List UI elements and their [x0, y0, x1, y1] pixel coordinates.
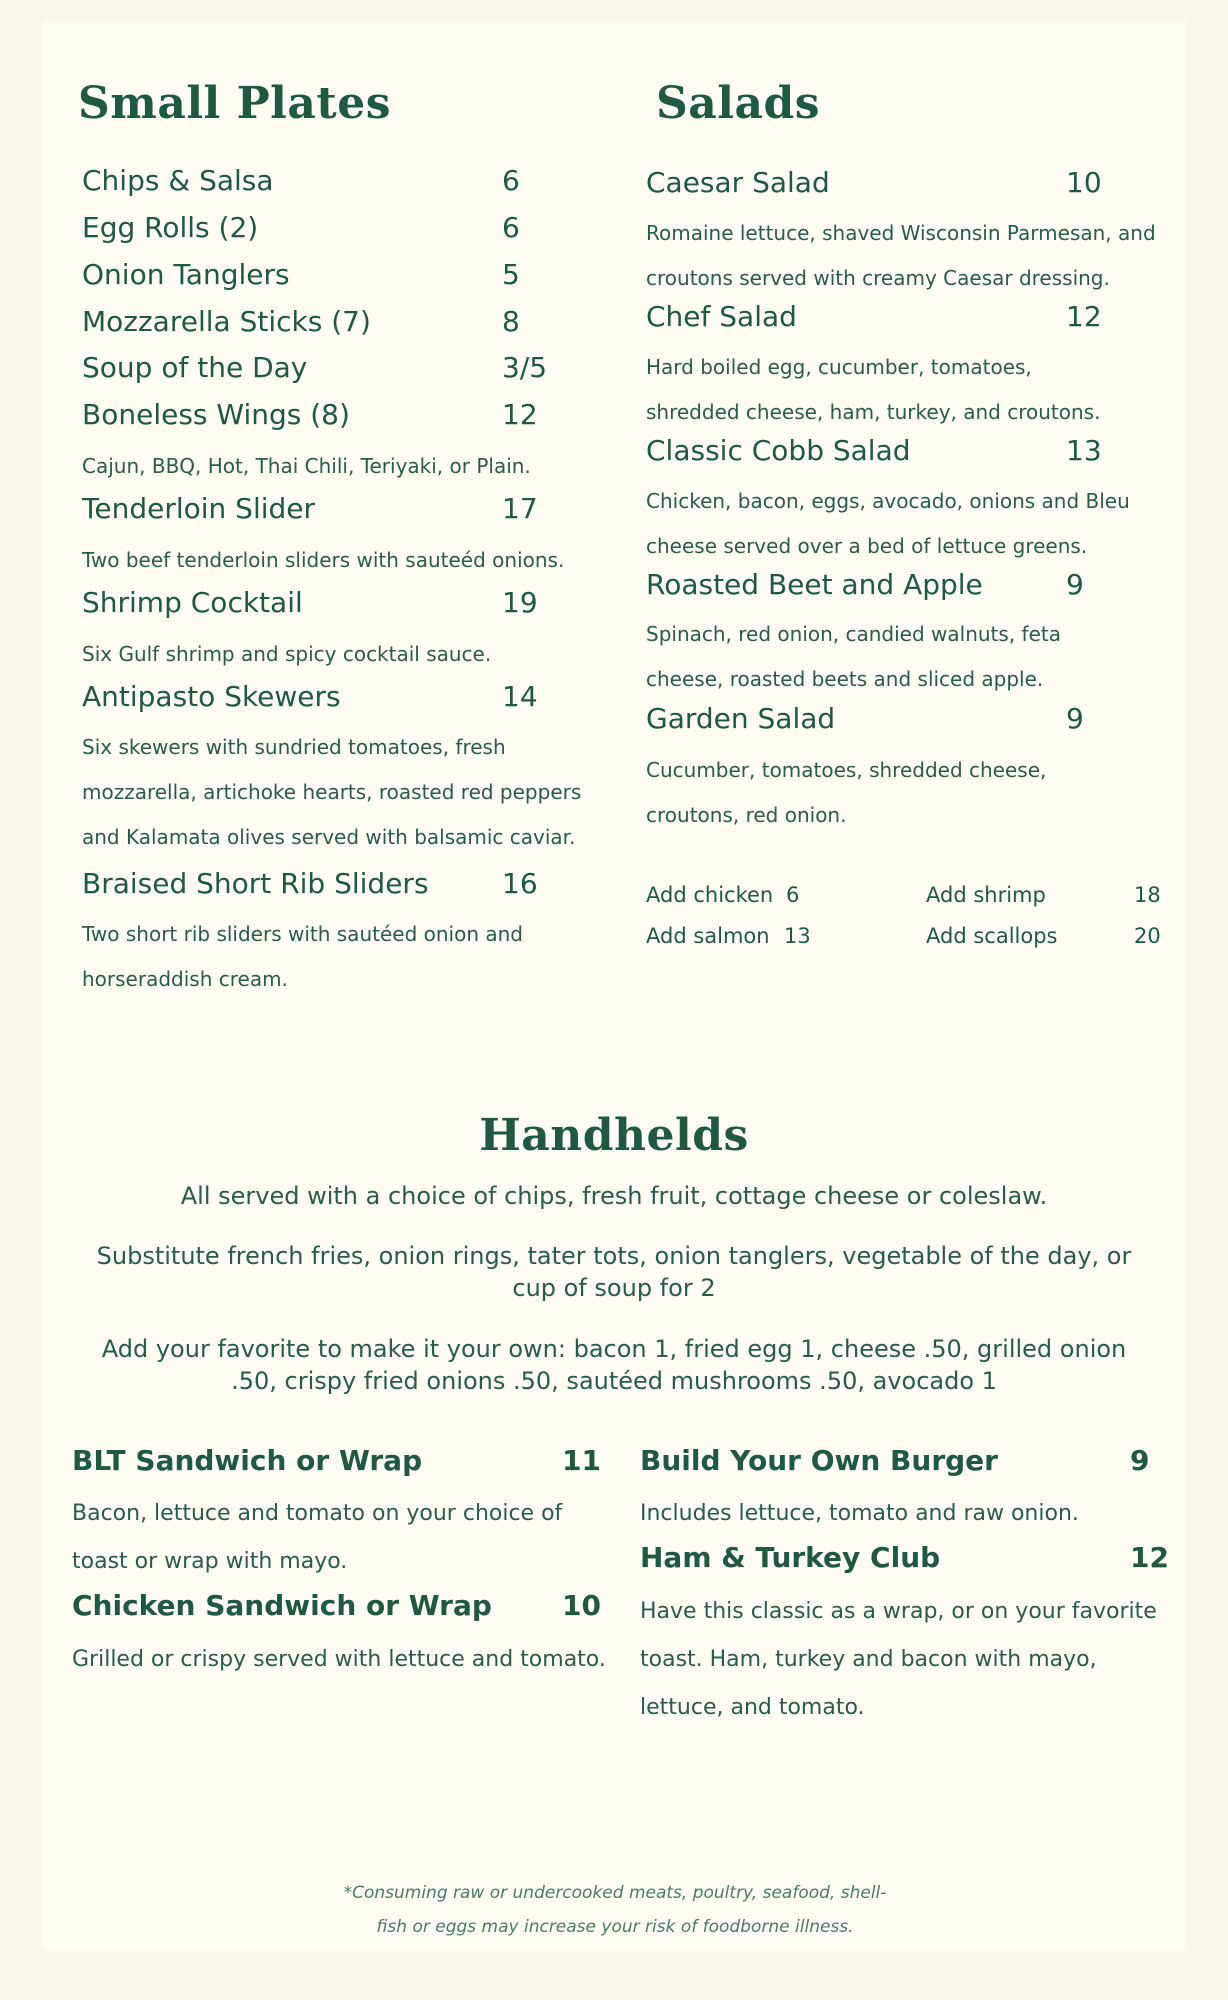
item-price: 12 — [502, 398, 538, 431]
item-price: 11 — [562, 1444, 601, 1477]
item-price: 8 — [502, 305, 520, 338]
menu-item — [640, 1444, 1160, 1484]
description-line: lettuce, and tomato. — [640, 1695, 865, 1720]
item-price: 13 — [1066, 434, 1102, 467]
item-name: Garden Salad — [646, 702, 836, 735]
item-description — [646, 748, 1186, 838]
menu-item — [82, 211, 562, 251]
description-line: Hard boiled egg, cucumber, tomatoes, — [646, 355, 1032, 379]
item-description — [82, 632, 602, 677]
menu-item — [82, 680, 562, 720]
description-line: Cucumber, tomatoes, shredded cheese, — [646, 758, 1047, 782]
item-name: Boneless Wings (8) — [82, 398, 350, 431]
addon-label: Add scallops — [926, 924, 1058, 948]
menu-item — [72, 1444, 601, 1484]
menu-item — [82, 164, 562, 204]
addon-label: Add shrimp — [926, 883, 1046, 907]
item-price: 14 — [502, 680, 538, 713]
description-line: Romaine lettuce, shaved Wisconsin Parmesan, and — [646, 221, 1156, 245]
description-line: Two short rib sliders with sautéed onion and — [82, 922, 523, 946]
description-line: Two beef tenderloin sliders with sauteéd onions. — [82, 548, 565, 572]
addon-label: Add chicken — [646, 883, 774, 907]
description-line: shredded cheese, ham, turkey, and croutons. — [646, 400, 1101, 424]
handhelds-title: Handhelds — [479, 1110, 749, 1161]
item-name: Egg Rolls (2) — [82, 211, 259, 244]
item-name: Roasted Beet and Apple — [646, 568, 983, 601]
addon-label: Add salmon — [646, 924, 770, 948]
menu-item — [72, 1589, 601, 1629]
description-line: toast. Ham, turkey and bacon with mayo, — [640, 1647, 1097, 1672]
menu-item — [82, 586, 562, 626]
description-line: mozzarella, artichoke hearts, roasted red peppers — [82, 780, 582, 804]
menu-item — [646, 568, 1126, 608]
description-line: Cajun, BBQ, Hot, Thai Chili, Teriyaki, or Plain. — [82, 454, 531, 478]
item-price: 6 — [502, 164, 520, 197]
item-price: 9 — [1066, 702, 1084, 735]
item-price: 6 — [502, 211, 520, 244]
item-description — [640, 1490, 1200, 1538]
item-name: Caesar Salad — [646, 166, 830, 199]
menu-item — [640, 1541, 1169, 1581]
description-line: Have this classic as a wrap, or on your favorite — [640, 1599, 1157, 1624]
item-description — [640, 1588, 1200, 1732]
addon-price: 6 — [786, 883, 800, 907]
item-name: Chicken Sandwich or Wrap — [72, 1589, 492, 1622]
item-price: 19 — [502, 586, 538, 619]
item-price: 16 — [502, 867, 538, 900]
menu-item — [646, 702, 1126, 742]
description-line: Includes lettuce, tomato and raw onion. — [640, 1501, 1079, 1526]
item-description — [646, 612, 1186, 702]
menu-item — [646, 434, 1126, 474]
description-line: and Kalamata olives served with balsamic caviar. — [82, 825, 576, 849]
item-description — [82, 725, 602, 860]
menu-item — [82, 351, 562, 391]
item-description — [82, 444, 602, 489]
description-line: croutons, red onion. — [646, 803, 847, 827]
item-name: Shrimp Cocktail — [82, 586, 303, 619]
menu-item — [82, 398, 562, 438]
item-name: Tenderloin Slider — [82, 492, 316, 525]
small-plates-title: Small Plates — [78, 78, 391, 129]
item-price: 10 — [1066, 166, 1102, 199]
item-name: Chef Salad — [646, 300, 797, 333]
description-line: Spinach, red onion, candied walnuts, feta — [646, 622, 1061, 646]
description-line: horseraddish cream. — [82, 967, 288, 991]
menu-item — [82, 867, 562, 907]
item-price: 9 — [1066, 568, 1084, 601]
item-description — [82, 912, 602, 1002]
disclaimer-line: fish or eggs may increase your risk of foodborne illness. — [376, 1917, 854, 1937]
item-price: 17 — [502, 492, 538, 525]
item-price: 5 — [502, 258, 520, 291]
item-price: 3/5 — [502, 351, 548, 384]
menu-item — [82, 258, 562, 298]
description-line: Bacon, lettuce and tomato on your choice of — [72, 1501, 563, 1526]
description-line: Chicken, bacon, eggs, avocado, onions and Bleu — [646, 489, 1130, 513]
description-line: Six Gulf shrimp and spicy cocktail sauce. — [82, 642, 492, 666]
description-line: cheese served over a bed of lettuce greens. — [646, 534, 1088, 558]
item-description — [646, 345, 1186, 435]
menu-item — [82, 492, 562, 532]
item-price: 10 — [562, 1589, 601, 1622]
description-line: croutons served with creamy Caesar dressing. — [646, 266, 1110, 290]
item-name: Soup of the Day — [82, 351, 308, 384]
item-description — [646, 211, 1186, 301]
item-name: Build Your Own Burger — [640, 1444, 998, 1477]
description-line: toast or wrap with mayo. — [72, 1549, 348, 1574]
description-line: cheese, roasted beets and sliced apple. — [646, 667, 1044, 691]
item-description — [82, 538, 602, 583]
item-name: Ham & Turkey Club — [640, 1541, 941, 1574]
handhelds-note-sides: All served with a choice of chips, fresh fruit, cottage cheese or coleslaw. — [180, 1182, 1048, 1210]
food-safety-disclaimer — [250, 1876, 980, 1944]
menu-item — [82, 305, 562, 345]
item-price: 9 — [1130, 1444, 1150, 1477]
item-description — [72, 1636, 632, 1684]
item-description — [72, 1490, 632, 1586]
description-line: Grilled or crispy served with lettuce and tomato. — [72, 1647, 606, 1672]
item-name: Classic Cobb Salad — [646, 434, 911, 467]
salads-title: Salads — [656, 78, 821, 129]
item-name: Chips & Salsa — [82, 164, 274, 197]
item-price: 12 — [1130, 1541, 1169, 1574]
addon-price: 20 — [1134, 924, 1161, 948]
menu-item — [646, 166, 1126, 206]
item-price: 12 — [1066, 300, 1102, 333]
description-line: Six skewers with sundried tomatoes, fresh — [82, 735, 506, 759]
item-name: Antipasto Skewers — [82, 680, 341, 713]
menu-item — [646, 300, 1126, 340]
item-description — [646, 479, 1186, 569]
item-name: Onion Tanglers — [82, 258, 290, 291]
item-name: Mozzarella Sticks (7) — [82, 305, 371, 338]
addon-price: 18 — [1134, 883, 1161, 907]
item-name: Braised Short Rib Sliders — [82, 867, 429, 900]
handhelds-note-addons: Add your favorite to make it your own: bacon 1, fried egg 1, cheese .50, grilled onion .50, crispy fried onions .50, sautéed mushrooms .50, avocado 1 — [101, 1335, 1127, 1395]
addon-price: 13 — [784, 924, 811, 948]
disclaimer-line: *Consuming raw or undercooked meats, poultry, seafood, shell- — [343, 1883, 887, 1903]
handhelds-note-substitute: Substitute french fries, onion rings, tater tots, onion tanglers, vegetable of the day, or cup of soup for 2 — [96, 1242, 1132, 1302]
item-name: BLT Sandwich or Wrap — [72, 1444, 423, 1477]
